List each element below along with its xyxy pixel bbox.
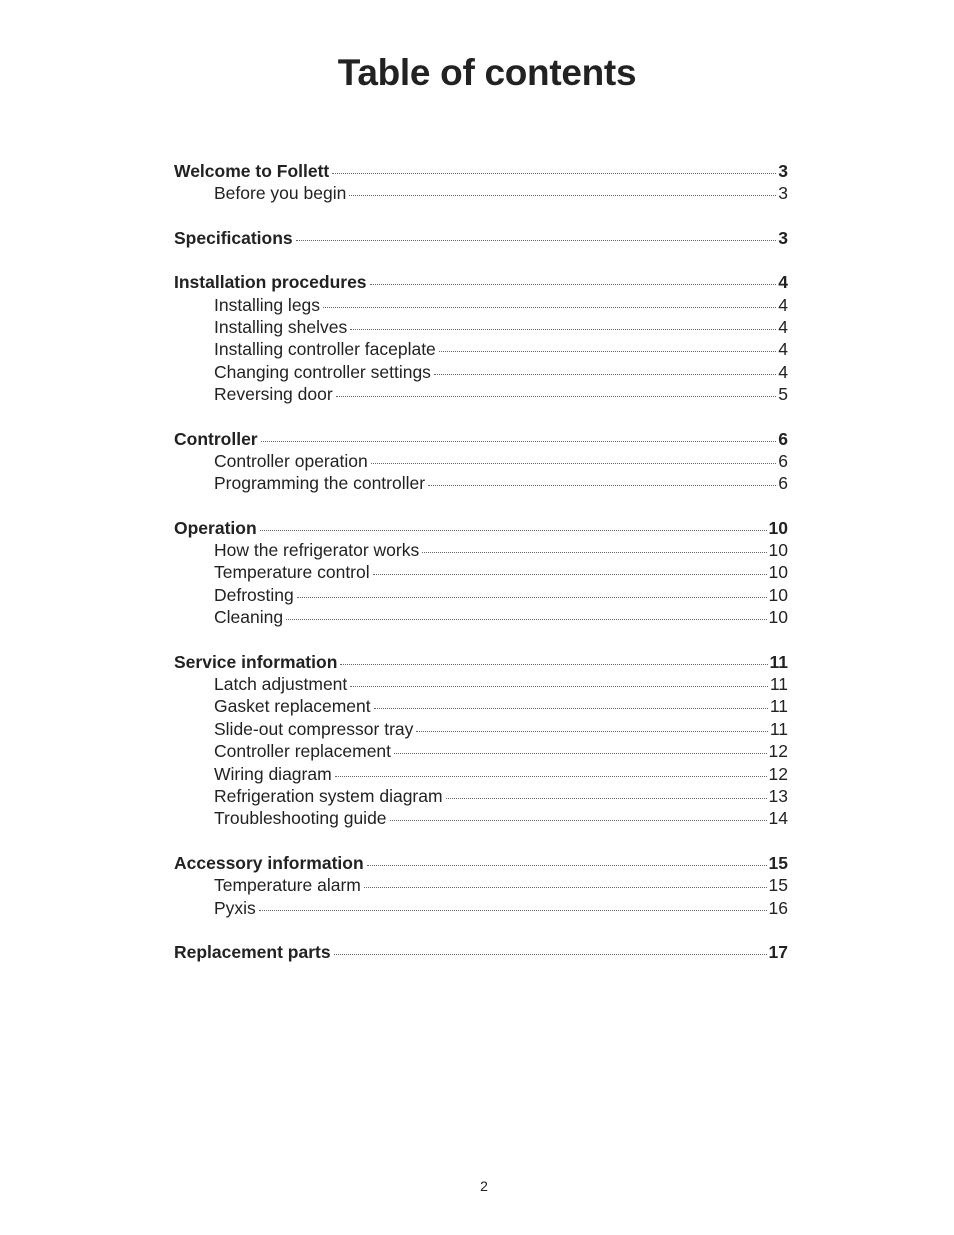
toc-subentry[interactable] xyxy=(174,695,788,717)
toc-entry-page-number: 14 xyxy=(768,808,788,829)
toc-entry-label: Replacement parts xyxy=(174,941,331,962)
toc-entry-page-number: 5 xyxy=(778,384,788,405)
toc-entry-page-number: 17 xyxy=(768,941,788,962)
toc-entry-page-number: 6 xyxy=(778,473,788,494)
toc-subentry[interactable] xyxy=(174,182,788,204)
dot-leader xyxy=(350,685,768,687)
toc-heading-entry[interactable] xyxy=(174,517,788,539)
dot-leader xyxy=(416,730,767,732)
toc-entry-label: Temperature alarm xyxy=(214,875,361,896)
toc-heading-entry[interactable] xyxy=(174,852,788,874)
toc-section xyxy=(174,271,788,405)
toc-subentry[interactable] xyxy=(174,740,788,762)
toc-section xyxy=(174,160,788,205)
toc-entry-label: Reversing door xyxy=(214,384,333,405)
dot-leader xyxy=(297,596,767,598)
toc-subentry[interactable] xyxy=(174,338,788,360)
toc-subentry[interactable] xyxy=(174,874,788,896)
toc-entry-page-number: 4 xyxy=(778,316,788,337)
toc-subentry[interactable] xyxy=(174,606,788,628)
toc-entry-label: Installing controller faceplate xyxy=(214,339,436,360)
toc-entry-page-number: 10 xyxy=(768,562,788,583)
toc-section xyxy=(174,517,788,629)
toc-entry-page-number: 16 xyxy=(768,897,788,918)
toc-entry-page-number: 11 xyxy=(769,651,788,672)
dot-leader xyxy=(286,618,766,620)
toc-entry-page-number: 13 xyxy=(768,785,788,806)
dot-leader xyxy=(367,864,767,866)
toc-entry-label: Welcome to Follett xyxy=(174,161,330,181)
page-number: 2 xyxy=(480,1178,488,1194)
toc-entry-label: Before you begin xyxy=(214,183,347,204)
toc-entry-label: Temperature control xyxy=(214,562,370,583)
dot-leader xyxy=(373,573,767,575)
toc-entry-page-number: 15 xyxy=(768,875,788,896)
table-of-contents xyxy=(174,160,788,985)
toc-section xyxy=(174,651,788,830)
dot-leader xyxy=(439,350,776,352)
toc-entry-page-number: 11 xyxy=(769,718,788,739)
toc-entry-page-number: 10 xyxy=(768,517,788,538)
toc-entry-page-number: 6 xyxy=(778,428,788,449)
toc-heading-entry[interactable] xyxy=(174,271,788,293)
toc-entry-label: Changing controller settings xyxy=(214,361,431,382)
dot-leader xyxy=(335,775,767,777)
dot-leader xyxy=(332,172,776,174)
dot-leader xyxy=(364,886,767,888)
toc-entry-page-number: 10 xyxy=(768,607,788,628)
toc-subentry[interactable] xyxy=(174,673,788,695)
toc-entry-label: Controller operation xyxy=(214,450,368,471)
toc-subentry[interactable] xyxy=(174,316,788,338)
dot-leader xyxy=(394,752,767,754)
toc-subentry[interactable] xyxy=(174,561,788,583)
dot-leader xyxy=(296,239,777,241)
toc-entry-label: Defrosting xyxy=(214,584,294,605)
toc-entry-page-number: 4 xyxy=(778,339,788,360)
toc-entry-page-number: 15 xyxy=(768,852,788,873)
dot-leader xyxy=(422,551,766,553)
toc-heading-entry[interactable] xyxy=(174,227,788,249)
toc-section xyxy=(174,428,788,495)
toc-entry-label: Installing shelves xyxy=(214,316,348,337)
toc-heading-entry[interactable] xyxy=(174,428,788,450)
toc-subentry[interactable] xyxy=(174,539,788,561)
toc-subentry[interactable] xyxy=(174,718,788,740)
dot-leader xyxy=(340,663,767,665)
toc-section xyxy=(174,227,788,249)
toc-entry-label: Pyxis xyxy=(214,897,256,918)
toc-entry-label: Accessory information xyxy=(174,852,364,873)
toc-subentry[interactable] xyxy=(174,294,788,316)
toc-entry-label: How the refrigerator works xyxy=(214,540,420,561)
dot-leader xyxy=(446,797,767,799)
toc-subentry[interactable] xyxy=(174,897,788,919)
toc-entry-page-number: 3 xyxy=(778,161,788,181)
toc-subentry[interactable] xyxy=(174,361,788,383)
toc-entry-page-number: 4 xyxy=(778,361,788,382)
dot-leader xyxy=(349,194,776,196)
toc-entry-label: Specifications xyxy=(174,227,293,248)
dot-leader xyxy=(371,462,777,464)
toc-subentry[interactable] xyxy=(174,383,788,405)
toc-entry-page-number: 12 xyxy=(768,763,788,784)
toc-heading-entry[interactable] xyxy=(174,651,788,673)
toc-subentry[interactable] xyxy=(174,807,788,829)
dot-leader xyxy=(260,529,767,531)
dot-leader xyxy=(434,373,776,375)
toc-entry-label: Controller xyxy=(174,428,258,449)
toc-entry-label: Installing legs xyxy=(214,294,321,315)
toc-entry-label: Installation procedures xyxy=(174,272,367,293)
toc-entry-page-number: 4 xyxy=(778,272,788,293)
toc-entry-page-number: 3 xyxy=(778,227,788,248)
toc-entry-label: Slide-out compressor tray xyxy=(214,718,414,739)
toc-entry-label: Refrigeration system diagram xyxy=(214,785,443,806)
toc-subentry[interactable] xyxy=(174,584,788,606)
dot-leader xyxy=(323,306,776,308)
toc-entry-label: Latch adjustment xyxy=(214,674,348,695)
toc-entry-page-number: 4 xyxy=(778,294,788,315)
toc-entry-page-number: 10 xyxy=(768,584,788,605)
toc-entry-label: Service information xyxy=(174,651,338,672)
toc-entry-page-number: 10 xyxy=(768,540,788,561)
dot-leader xyxy=(374,707,768,709)
toc-entry-label: Wiring diagram xyxy=(214,763,332,784)
toc-entry-label: Gasket replacement xyxy=(214,696,371,717)
toc-subentry[interactable] xyxy=(174,785,788,807)
dot-leader xyxy=(261,440,777,442)
toc-entry-label: Controller replacement xyxy=(214,741,392,762)
toc-entry-page-number: 12 xyxy=(768,741,788,762)
toc-entry-label: Operation xyxy=(174,517,257,538)
dot-leader xyxy=(336,395,777,397)
toc-entry-label: Troubleshooting guide xyxy=(214,808,387,829)
dot-leader xyxy=(390,819,767,821)
toc-subentry[interactable] xyxy=(174,763,788,785)
toc-subentry[interactable] xyxy=(174,450,788,472)
dot-leader xyxy=(334,953,767,955)
toc-entry-page-number: 11 xyxy=(769,696,788,717)
dot-leader xyxy=(428,484,776,486)
toc-entry-label: Cleaning xyxy=(214,607,284,628)
toc-entry-page-number: 11 xyxy=(769,674,788,695)
toc-heading-entry[interactable] xyxy=(174,160,788,182)
toc-heading-entry[interactable] xyxy=(174,941,788,963)
toc-entry-label: Programming the controller xyxy=(214,473,426,494)
page-title: Table of contents xyxy=(337,52,637,93)
dot-leader xyxy=(259,909,767,911)
toc-entry-page-number: 3 xyxy=(778,183,788,204)
toc-section xyxy=(174,941,788,963)
toc-section xyxy=(174,852,788,919)
dot-leader xyxy=(350,328,776,330)
dot-leader xyxy=(370,283,777,285)
toc-entry-page-number: 6 xyxy=(778,450,788,471)
toc-subentry[interactable] xyxy=(174,472,788,494)
